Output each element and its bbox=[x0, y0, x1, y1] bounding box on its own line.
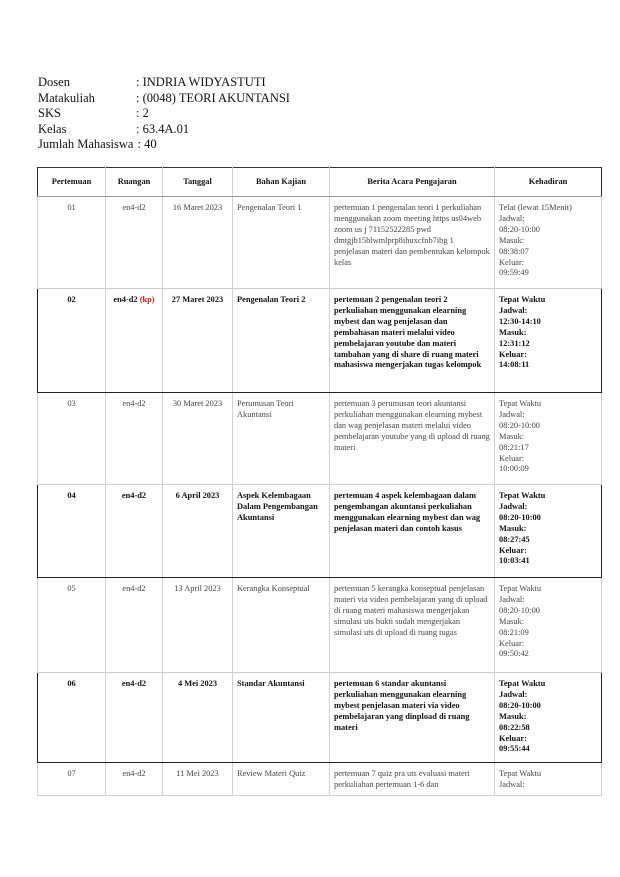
table-row bbox=[38, 289, 602, 393]
kehadiran-line: Keluar: bbox=[499, 638, 525, 648]
cell-pertemuan: 02 bbox=[38, 289, 106, 393]
kehadiran-line: Tepat Waktu bbox=[499, 491, 546, 500]
ruangan-note: (kp) bbox=[139, 295, 155, 304]
cell-kehadiran bbox=[495, 763, 602, 796]
kehadiran-line: 08:20-10:00 bbox=[499, 420, 540, 430]
cell-pertemuan: 01 bbox=[38, 197, 106, 289]
cell-ruangan bbox=[106, 197, 163, 289]
cell-kehadiran bbox=[495, 673, 602, 763]
cell-bahan-kajian: Pengenalan Teori 2 bbox=[233, 289, 330, 393]
cell-kehadiran bbox=[495, 393, 602, 485]
kehadiran-line: 12:30-14:10 bbox=[499, 316, 541, 326]
info-matakuliah bbox=[38, 91, 290, 107]
kehadiran-line: 10:00:09 bbox=[499, 464, 529, 474]
cell-tanggal: 30 Maret 2023 bbox=[163, 393, 233, 485]
cell-kehadiran bbox=[495, 578, 602, 673]
kehadiran-line: Keluar: bbox=[499, 733, 527, 743]
table-row bbox=[38, 673, 602, 763]
info-value: : INDRIA WIDYASTUTI bbox=[136, 75, 266, 89]
course-info bbox=[38, 75, 290, 153]
cell-ruangan bbox=[106, 393, 163, 485]
kehadiran-line: 08:22:58 bbox=[499, 722, 530, 732]
info-label: Kelas bbox=[38, 121, 67, 136]
cell-ruangan bbox=[106, 673, 163, 763]
table-body bbox=[38, 197, 602, 796]
table-row bbox=[38, 763, 602, 796]
kehadiran-line: Tepat Waktu bbox=[499, 295, 546, 304]
kehadiran-line: Tepat Waktu bbox=[499, 679, 546, 688]
cell-pertemuan: 04 bbox=[38, 485, 106, 578]
cell-berita-acara: pertemuan 7 quiz pra uts evaluasi materi perkuliahan pertemuan 1-6 dan bbox=[330, 763, 495, 796]
kehadiran-line: Masuk: bbox=[499, 327, 527, 337]
kehadiran-line: Jadwal: bbox=[499, 213, 525, 223]
ruangan-code: en4-d2 bbox=[121, 491, 147, 500]
kehadiran-line: Masuk: bbox=[499, 235, 525, 245]
cell-tanggal: 11 Mei 2023 bbox=[163, 763, 233, 796]
kehadiran-line: Keluar: bbox=[499, 453, 525, 463]
kehadiran-line: Masuk: bbox=[499, 616, 525, 626]
kehadiran-line: Keluar: bbox=[499, 349, 527, 359]
kehadiran-line: 09:59:49 bbox=[499, 268, 529, 278]
cell-kehadiran bbox=[495, 197, 602, 289]
kehadiran-line: 09:55:44 bbox=[499, 744, 530, 754]
cell-bahan-kajian: Aspek Kelembagaan Dalam Pengembangan Akuntansi bbox=[233, 485, 330, 578]
kehadiran-line: Masuk: bbox=[499, 711, 527, 721]
kehadiran-line: 08:27:45 bbox=[499, 534, 530, 544]
kehadiran-line: Jadwal: bbox=[499, 305, 528, 315]
kehadiran-line: Tepat Waktu bbox=[499, 584, 542, 593]
ruangan-code: en4-d2 bbox=[121, 679, 147, 688]
kehadiran-line: Telat (lewat 15Menit) bbox=[499, 203, 572, 212]
cell-bahan-kajian: Standar Akuntansi bbox=[233, 673, 330, 763]
cell-berita-acara: pertemuan 3 perumusan teori akuntansi perkuliahan menggunakan elearning mybest dan wag penjelasan materi melalui video pembelajaran youtube yang di upload di ruang materi bbox=[330, 393, 495, 485]
info-value: : (0048) TEORI AKUNTANSI bbox=[136, 90, 290, 105]
col-header-berita-acara: Berita Acara Pengajaran bbox=[330, 168, 495, 197]
info-value: : 63.4A.01 bbox=[136, 121, 190, 136]
cell-bahan-kajian: Kerangka Konseptual bbox=[233, 578, 330, 673]
cell-berita-acara: pertemuan 1 pengenalan teori 1 perkuliahan menggunakan zoom meeting https us04web zoom us j 71152522285 pwd dmtgjb15blwmlprp8ihuxcfnb7ibg 1 penjelasan materi dan pembentukan kelompok kelas bbox=[330, 197, 495, 289]
cell-pertemuan: 05 bbox=[38, 578, 106, 673]
cell-berita-acara: pertemuan 6 standar akuntansi perkuliahan menggunakan elearning mybest penjelasan materi via video pembelajaran yang dinpload di ruang materi bbox=[330, 673, 495, 763]
cell-berita-acara: pertemuan 4 aspek kelembagaan dalam pengembangan akuntansi perkuliahan menggunakan elearning mybest dan wag penjelasan materi dan contoh kasus bbox=[330, 485, 495, 578]
cell-ruangan bbox=[106, 763, 163, 796]
cell-kehadiran bbox=[495, 289, 602, 393]
info-label: Dosen bbox=[38, 75, 70, 89]
col-header-bahan-kajian: Bahan Kajian bbox=[233, 168, 330, 197]
kehadiran-line: Jadwal: bbox=[499, 689, 528, 699]
cell-pertemuan: 07 bbox=[38, 763, 106, 796]
cell-berita-acara: pertemuan 5 kerangka konseptual penjelasan materi via video pembelajaran yang di upload di ruang materi mahasiswa mengerjakan simulasi uts bukti sudah mengerjakan simulasi uts di upload di ruang tugas bbox=[330, 578, 495, 673]
kehadiran-line: Jadwal: bbox=[499, 501, 528, 511]
col-header-ruangan: Ruangan bbox=[106, 168, 163, 197]
col-header-tanggal: Tanggal bbox=[163, 168, 233, 197]
kehadiran-line: Jadwal: bbox=[499, 594, 525, 604]
cell-tanggal: 4 Mei 2023 bbox=[163, 673, 233, 763]
kehadiran-line: 08:20-10:00 bbox=[499, 224, 540, 234]
cell-ruangan bbox=[106, 485, 163, 578]
kehadiran-line: 08:20-10:00 bbox=[499, 605, 540, 615]
table-row bbox=[38, 578, 602, 673]
kehadiran-line: 14:08:11 bbox=[499, 360, 530, 370]
kehadiran-line: 08:21:09 bbox=[499, 627, 529, 637]
kehadiran-line: 10:03:41 bbox=[499, 556, 530, 566]
cell-berita-acara: pertemuan 2 pengenalan teori 2 perkuliahan menggunakan elearning mybest dan wag penjelasan dan pembahasan materi melalui video pembelajaran youtube dan materi tambahan yang di share di ruang materi mahasiswa mengerjakan tugas kelompok bbox=[330, 289, 495, 393]
kehadiran-line: Masuk: bbox=[499, 523, 527, 533]
table-header-row bbox=[38, 168, 602, 197]
kehadiran-line: 08:20-10:00 bbox=[499, 512, 541, 522]
attendance-table-container bbox=[37, 167, 601, 796]
cell-tanggal: 6 April 2023 bbox=[163, 485, 233, 578]
info-jumlah-mahasiswa bbox=[38, 137, 290, 153]
cell-ruangan bbox=[106, 289, 163, 393]
kehadiran-line: 09:50:42 bbox=[499, 649, 529, 659]
cell-bahan-kajian: Review Materi Quiz bbox=[233, 763, 330, 796]
info-kelas bbox=[38, 122, 290, 138]
kehadiran-line: Keluar: bbox=[499, 257, 525, 267]
ruangan-code: en4-d2 bbox=[122, 203, 146, 212]
cell-tanggal: 13 April 2023 bbox=[163, 578, 233, 673]
cell-pertemuan: 03 bbox=[38, 393, 106, 485]
info-value: : 2 bbox=[136, 106, 149, 120]
cell-bahan-kajian: Perumusan Teori Akuntansi bbox=[233, 393, 330, 485]
table-row bbox=[38, 197, 602, 289]
cell-tanggal: 27 Maret 2023 bbox=[163, 289, 233, 393]
cell-pertemuan: 06 bbox=[38, 673, 106, 763]
info-label: Jumlah Mahasiswa bbox=[38, 137, 134, 151]
kehadiran-line: Jadwal: bbox=[499, 779, 525, 789]
info-value: : 40 bbox=[137, 137, 157, 151]
col-header-kehadiran: Kehadiran bbox=[495, 168, 602, 197]
cell-kehadiran bbox=[495, 485, 602, 578]
col-header-pertemuan: Pertemuan bbox=[38, 168, 106, 197]
cell-bahan-kajian: Pengenalan Teori 1 bbox=[233, 197, 330, 289]
ruangan-code: en4-d2 bbox=[122, 769, 146, 778]
cell-ruangan bbox=[106, 578, 163, 673]
info-label: SKS bbox=[38, 106, 61, 120]
kehadiran-line: Tepat Waktu bbox=[499, 769, 542, 778]
kehadiran-line: Masuk: bbox=[499, 431, 525, 441]
attendance-table bbox=[37, 167, 602, 796]
kehadiran-line: Jadwal: bbox=[499, 409, 525, 419]
kehadiran-line: 08:20-10:00 bbox=[499, 700, 541, 710]
info-dosen bbox=[38, 75, 290, 91]
table-row bbox=[38, 393, 602, 485]
info-label: Matakuliah bbox=[38, 90, 95, 105]
ruangan-code: en4-d2 bbox=[113, 295, 138, 304]
kehadiran-line: 08:21:17 bbox=[499, 442, 529, 452]
kehadiran-line: Keluar: bbox=[499, 545, 527, 555]
kehadiran-line: 08:38:07 bbox=[499, 246, 529, 256]
kehadiran-line: Tepat Waktu bbox=[499, 399, 542, 408]
ruangan-code: en4-d2 bbox=[122, 584, 146, 593]
cell-tanggal: 16 Maret 2023 bbox=[163, 197, 233, 289]
kehadiran-line: 12:31:12 bbox=[499, 338, 530, 348]
table-row bbox=[38, 485, 602, 578]
ruangan-code: en4-d2 bbox=[122, 399, 146, 408]
info-sks bbox=[38, 106, 290, 122]
